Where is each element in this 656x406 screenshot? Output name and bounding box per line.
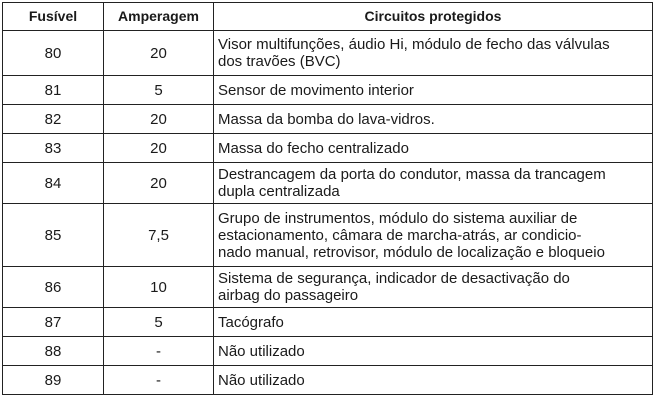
table-header-row (3, 3, 653, 31)
fuse-cell: 81 (3, 76, 104, 105)
amperage-cell: 20 (104, 31, 214, 76)
fuse-cell: 80 (3, 31, 104, 76)
circuits-cell: Não utilizado (214, 337, 653, 366)
table-row (3, 267, 653, 308)
table-row (3, 163, 653, 204)
amperage-cell: 20 (104, 163, 214, 204)
table-row (3, 31, 653, 76)
circuits-cell: Massa da bomba do lava-vidros. (214, 105, 653, 134)
amperage-cell: 7,5 (104, 204, 214, 267)
header-amperage: Amperagem (104, 3, 214, 31)
circuits-cell: Massa do fecho centralizado (214, 134, 653, 163)
circuits-cell: Não utilizado (214, 366, 653, 395)
circuits-cell: Sensor de movimento interior (214, 76, 653, 105)
table-row (3, 337, 653, 366)
header-fuse: Fusível (3, 3, 104, 31)
fuse-cell: 84 (3, 163, 104, 204)
header-circuits: Circuitos protegidos (214, 3, 653, 31)
circuits-cell: Grupo de instrumentos, módulo do sistema auxiliar de estacionamento, câmara de marcha-atrás, ar condicio- nado manual, retrovisor, módulo de localização e bloqueio (214, 204, 653, 267)
circuits-cell: Tacógrafo (214, 308, 653, 337)
fuse-cell: 89 (3, 366, 104, 395)
amperage-cell: 20 (104, 134, 214, 163)
amperage-cell: - (104, 366, 214, 395)
amperage-cell: 5 (104, 308, 214, 337)
amperage-cell: - (104, 337, 214, 366)
fuse-cell: 82 (3, 105, 104, 134)
fuse-table (2, 2, 653, 395)
fuse-cell: 85 (3, 204, 104, 267)
amperage-cell: 20 (104, 105, 214, 134)
circuits-cell: Visor multifunções, áudio Hi, módulo de fecho das válvulas dos travões (BVC) (214, 31, 653, 76)
amperage-cell: 10 (104, 267, 214, 308)
circuits-cell: Destrancagem da porta do condutor, massa da trancagem dupla centralizada (214, 163, 653, 204)
table-row (3, 134, 653, 163)
circuits-cell: Sistema de segurança, indicador de desactivação do airbag do passageiro (214, 267, 653, 308)
amperage-cell: 5 (104, 76, 214, 105)
fuse-cell: 87 (3, 308, 104, 337)
table-row (3, 308, 653, 337)
table-row (3, 366, 653, 395)
table-row (3, 105, 653, 134)
fuse-cell: 83 (3, 134, 104, 163)
fuse-cell: 86 (3, 267, 104, 308)
table-row (3, 204, 653, 267)
fuse-cell: 88 (3, 337, 104, 366)
table-row (3, 76, 653, 105)
